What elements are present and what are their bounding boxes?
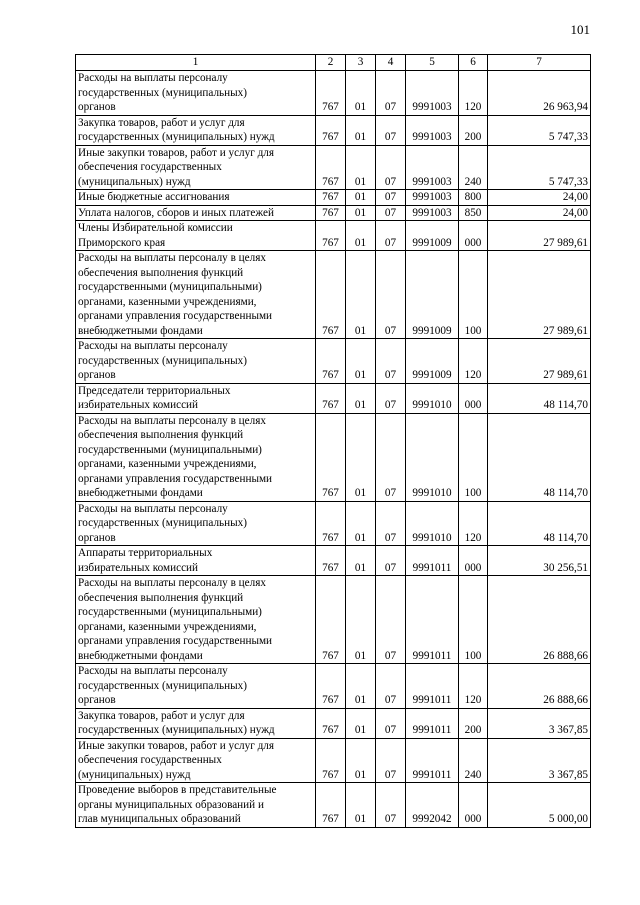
row-name-line: Расходы на выплаты персоналу в целях <box>78 577 266 589</box>
row-name-cell <box>76 145 316 190</box>
code-main-cell: 767 <box>316 783 346 828</box>
row-name-line: Закупка товаров, работ и услуг для <box>78 709 245 722</box>
code-section-cell: 01 <box>346 383 376 413</box>
code-type-cell: 120 <box>459 71 488 116</box>
table-row <box>76 115 591 145</box>
code-type-cell: 200 <box>459 708 488 738</box>
code-main-cell: 767 <box>316 664 346 709</box>
table-row <box>76 708 591 738</box>
table-row <box>76 501 591 546</box>
code-type-cell: 120 <box>459 501 488 546</box>
table-row <box>76 576 591 664</box>
code-section-cell: 01 <box>346 339 376 384</box>
code-target-cell: 9992042 <box>406 783 459 828</box>
code-type-cell: 000 <box>459 383 488 413</box>
amount-cell: 27 989,61 <box>488 339 591 384</box>
header-cell: 6 <box>459 55 488 71</box>
code-main-cell: 767 <box>316 339 346 384</box>
code-subsection-cell: 07 <box>376 205 406 221</box>
code-type-cell: 200 <box>459 115 488 145</box>
code-section-cell: 01 <box>346 413 376 501</box>
row-name-line: Расходы на выплаты персоналу <box>78 72 228 84</box>
amount-cell: 5 747,33 <box>488 145 591 190</box>
code-main-cell: 767 <box>316 71 346 116</box>
row-name-line: (муниципальных) нужд <box>78 768 191 781</box>
code-main-cell: 767 <box>316 145 346 190</box>
row-name-line: государственных (муниципальных) <box>78 517 247 529</box>
header-cell: 3 <box>346 55 376 71</box>
code-main-cell: 767 <box>316 383 346 413</box>
budget-table <box>75 54 591 828</box>
row-name-line: государственными (муниципальными) <box>78 443 262 456</box>
code-type-cell: 850 <box>459 205 488 221</box>
row-name-cell <box>76 115 316 145</box>
code-subsection-cell: 07 <box>376 145 406 190</box>
row-name-line: Расходы на выплаты персоналу <box>78 665 228 677</box>
table-row <box>76 205 591 221</box>
code-main-cell: 767 <box>316 205 346 221</box>
code-type-cell: 120 <box>459 339 488 384</box>
row-name-cell <box>76 576 316 664</box>
code-subsection-cell: 07 <box>376 190 406 206</box>
row-name-cell <box>76 383 316 413</box>
amount-cell: 3 367,85 <box>488 708 591 738</box>
row-name-line: государственных (муниципальных) нужд <box>78 724 275 736</box>
amount-cell: 3 367,85 <box>488 738 591 783</box>
row-name-line: обеспечения выполнения функций <box>78 266 244 279</box>
code-target-cell: 9991003 <box>406 71 459 116</box>
amount-cell: 5 000,00 <box>488 783 591 828</box>
code-target-cell: 9991009 <box>406 339 459 384</box>
code-main-cell: 767 <box>316 190 346 206</box>
code-subsection-cell: 07 <box>376 708 406 738</box>
row-name-cell <box>76 205 316 221</box>
amount-cell: 26 888,66 <box>488 664 591 709</box>
code-type-cell: 100 <box>459 251 488 339</box>
code-section-cell: 01 <box>346 205 376 221</box>
row-name-cell <box>76 664 316 709</box>
amount-cell: 24,00 <box>488 190 591 206</box>
code-section-cell: 01 <box>346 145 376 190</box>
table-row <box>76 251 591 339</box>
row-name-cell <box>76 501 316 546</box>
code-subsection-cell: 07 <box>376 501 406 546</box>
row-name-line: государственных (муниципальных) <box>78 679 247 692</box>
code-target-cell: 9991009 <box>406 251 459 339</box>
row-name-line: органами, казенными учреждениями, <box>78 295 257 308</box>
row-name-line: внебюджетными фондами <box>78 487 203 499</box>
table-row <box>76 339 591 384</box>
amount-cell: 48 114,70 <box>488 383 591 413</box>
amount-cell: 48 114,70 <box>488 501 591 546</box>
code-type-cell: 100 <box>459 413 488 501</box>
table-row <box>76 738 591 783</box>
row-name-line: органами, казенными учреждениями, <box>78 458 257 470</box>
row-name-line: Приморского края <box>78 236 166 249</box>
row-name-line: Иные закупки товаров, работ и услуг для <box>78 146 275 159</box>
row-name-line: обеспечения выполнения функций <box>78 429 244 441</box>
code-subsection-cell: 07 <box>376 71 406 116</box>
amount-cell: 30 256,51 <box>488 546 591 576</box>
row-name-line: государственных (муниципальных) <box>78 86 247 99</box>
header-cell: 2 <box>316 55 346 71</box>
row-name-line: Члены Избирательной комиссии <box>78 222 233 234</box>
amount-cell: 27 989,61 <box>488 251 591 339</box>
row-name-line: органами, казенными учреждениями, <box>78 620 257 633</box>
header-cell: 5 <box>406 55 459 71</box>
row-name-line: внебюджетными фондами <box>78 324 203 337</box>
code-target-cell: 9991011 <box>406 738 459 783</box>
code-subsection-cell: 07 <box>376 738 406 783</box>
code-subsection-cell: 07 <box>376 339 406 384</box>
code-type-cell: 240 <box>459 145 488 190</box>
code-type-cell: 000 <box>459 783 488 828</box>
row-name-line: Расходы на выплаты персоналу в целях <box>78 252 266 264</box>
code-subsection-cell: 07 <box>376 221 406 251</box>
row-name-line: органами управления государственными <box>78 472 273 485</box>
code-subsection-cell: 07 <box>376 115 406 145</box>
row-name-line: Проведение выборов в представительные <box>78 784 277 796</box>
header-cell: 7 <box>488 55 591 71</box>
code-main-cell: 767 <box>316 501 346 546</box>
row-name-cell <box>76 221 316 251</box>
code-section-cell: 01 <box>346 664 376 709</box>
code-subsection-cell: 07 <box>376 383 406 413</box>
row-name-line: органов <box>78 101 116 113</box>
row-name-cell <box>76 783 316 828</box>
table-row <box>76 783 591 828</box>
row-name-cell <box>76 251 316 339</box>
code-subsection-cell: 07 <box>376 546 406 576</box>
row-name-cell <box>76 71 316 116</box>
code-target-cell: 9991003 <box>406 190 459 206</box>
row-name-line: органы муниципальных образований и <box>78 798 264 811</box>
code-main-cell: 767 <box>316 738 346 783</box>
header-cell: 4 <box>376 55 406 71</box>
row-name-line: глав муниципальных образований <box>78 813 241 825</box>
row-name-line: органов <box>78 369 116 381</box>
code-target-cell: 9991010 <box>406 501 459 546</box>
code-type-cell: 120 <box>459 664 488 709</box>
row-name-line: Иные закупки товаров, работ и услуг для <box>78 739 275 752</box>
row-name-line: обеспечения выполнения функций <box>78 591 244 604</box>
code-section-cell: 01 <box>346 783 376 828</box>
table-row <box>76 413 591 501</box>
row-name-line: Расходы на выплаты персоналу <box>78 340 228 352</box>
row-name-cell <box>76 190 316 206</box>
code-subsection-cell: 07 <box>376 576 406 664</box>
code-section-cell: 01 <box>346 546 376 576</box>
row-name-line: Расходы на выплаты персоналу <box>78 502 228 515</box>
code-section-cell: 01 <box>346 71 376 116</box>
row-name-line: избирательных комиссий <box>78 399 199 411</box>
code-section-cell: 01 <box>346 190 376 206</box>
row-name-cell <box>76 339 316 384</box>
table-row <box>76 190 591 206</box>
code-main-cell: 767 <box>316 251 346 339</box>
amount-cell: 24,00 <box>488 205 591 221</box>
header-row <box>76 55 591 71</box>
code-section-cell: 01 <box>346 576 376 664</box>
amount-cell: 27 989,61 <box>488 221 591 251</box>
row-name-line: избирательных комиссий <box>78 561 199 574</box>
code-subsection-cell: 07 <box>376 664 406 709</box>
code-section-cell: 01 <box>346 251 376 339</box>
row-name-line: внебюджетными фондами <box>78 649 203 662</box>
row-name-line: Уплата налогов, сборов и иных платежей <box>78 206 274 219</box>
row-name-line: Председатели территориальных <box>78 384 231 397</box>
row-name-line: государственными (муниципальными) <box>78 606 262 618</box>
code-subsection-cell: 07 <box>376 413 406 501</box>
table-row <box>76 664 591 709</box>
code-main-cell: 767 <box>316 546 346 576</box>
row-name-line: Аппараты территориальных <box>78 547 213 559</box>
code-main-cell: 767 <box>316 413 346 501</box>
table-row <box>76 71 591 116</box>
row-name-line: обеспечения государственных <box>78 754 222 766</box>
row-name-line: Закупка товаров, работ и услуг для <box>78 116 245 129</box>
row-name-cell <box>76 413 316 501</box>
code-type-cell: 000 <box>459 221 488 251</box>
page-number: 101 <box>570 22 590 37</box>
code-section-cell: 01 <box>346 501 376 546</box>
table-row <box>76 383 591 413</box>
row-name-line: Иные бюджетные ассигнования <box>78 191 230 203</box>
code-type-cell: 240 <box>459 738 488 783</box>
row-name-line: государственных (муниципальных) <box>78 354 247 367</box>
row-name-line: органов <box>78 531 116 544</box>
code-main-cell: 767 <box>316 708 346 738</box>
code-main-cell: 767 <box>316 115 346 145</box>
amount-cell: 5 747,33 <box>488 115 591 145</box>
amount-cell: 48 114,70 <box>488 413 591 501</box>
code-main-cell: 767 <box>316 576 346 664</box>
row-name-cell <box>76 546 316 576</box>
code-target-cell: 9991011 <box>406 664 459 709</box>
code-target-cell: 9991010 <box>406 383 459 413</box>
code-type-cell: 100 <box>459 576 488 664</box>
code-target-cell: 9991011 <box>406 708 459 738</box>
code-type-cell: 000 <box>459 546 488 576</box>
amount-cell: 26 963,94 <box>488 71 591 116</box>
code-section-cell: 01 <box>346 115 376 145</box>
table-row <box>76 221 591 251</box>
code-type-cell: 800 <box>459 190 488 206</box>
code-target-cell: 9991003 <box>406 115 459 145</box>
code-target-cell: 9991009 <box>406 221 459 251</box>
row-name-cell <box>76 738 316 783</box>
code-target-cell: 9991003 <box>406 145 459 190</box>
row-name-line: органов <box>78 694 116 706</box>
header-cell: 1 <box>76 55 316 71</box>
code-section-cell: 01 <box>346 221 376 251</box>
row-name-line: государственных (муниципальных) нужд <box>78 131 275 143</box>
code-main-cell: 767 <box>316 221 346 251</box>
row-name-line: Расходы на выплаты персоналу в целях <box>78 414 266 427</box>
table-row <box>76 145 591 190</box>
code-section-cell: 01 <box>346 708 376 738</box>
code-section-cell: 01 <box>346 738 376 783</box>
amount-cell: 26 888,66 <box>488 576 591 664</box>
row-name-line: государственными (муниципальными) <box>78 281 262 293</box>
code-target-cell: 9991011 <box>406 546 459 576</box>
code-target-cell: 9991011 <box>406 576 459 664</box>
row-name-line: обеспечения государственных <box>78 161 222 173</box>
row-name-line: органами управления государственными <box>78 310 273 322</box>
code-target-cell: 9991003 <box>406 205 459 221</box>
row-name-line: (муниципальных) нужд <box>78 175 191 188</box>
code-subsection-cell: 07 <box>376 251 406 339</box>
table-row <box>76 546 591 576</box>
code-subsection-cell: 07 <box>376 783 406 828</box>
row-name-line: органами управления государственными <box>78 635 273 647</box>
table-body <box>76 71 591 828</box>
row-name-cell <box>76 708 316 738</box>
code-target-cell: 9991010 <box>406 413 459 501</box>
